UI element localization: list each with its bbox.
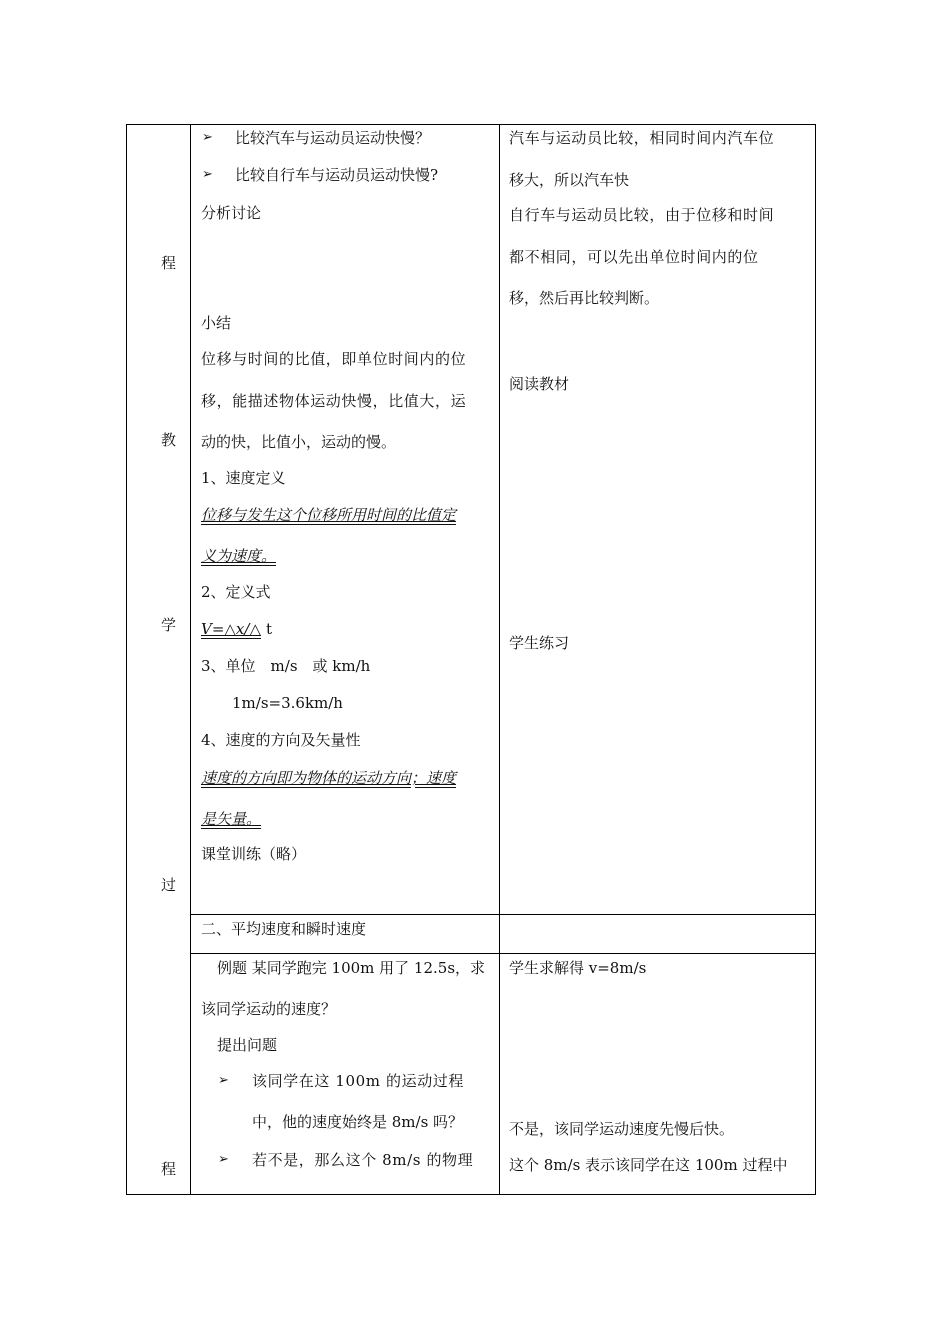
section-item: 3、单位 m/s 或 km/h — [201, 657, 371, 675]
bullet-arrow-icon: ➢ — [202, 167, 213, 182]
example-text: 该同学运动的速度？ — [201, 1000, 337, 1018]
practice-label: 课堂训练（略） — [201, 845, 307, 863]
left-label-char: 教 — [161, 431, 177, 449]
left-label-char: 程 — [161, 1160, 177, 1178]
section-item: 1、速度定义 — [201, 469, 286, 487]
section-item: 4、速度的方向及矢量性 — [201, 731, 361, 749]
table-right-border — [815, 124, 816, 1195]
student-activity: 学生练习 — [509, 634, 570, 652]
summary-text: 移，能描述物体运动快慢，比值大，运 — [201, 392, 467, 410]
student-activity: 学生求解得 v=8m/s — [509, 959, 647, 977]
bullet-arrow-icon: ➢ — [218, 1152, 229, 1167]
student-activity: 自行车与运动员比较，由于位移和时间 — [509, 206, 775, 224]
column-divider-1 — [190, 124, 191, 1195]
velocity-direction: 是矢量。 — [201, 810, 262, 828]
bullet-text: 比较汽车与运动员运动快慢？ — [235, 129, 431, 147]
row-divider-2 — [190, 953, 816, 954]
discussion-label: 分析讨论 — [201, 204, 262, 222]
bullet-arrow-icon: ➢ — [202, 130, 213, 145]
student-activity: 移，然后再比较判断。 — [509, 289, 660, 307]
unit-conversion: 1m/s=3.6km/h — [232, 694, 343, 712]
velocity-definition: 位移与发生这个位移所用时间的比值定 — [201, 506, 457, 524]
student-activity: 阅读教材 — [509, 375, 570, 393]
question-text: 中，他的速度始终是 8m/s 吗？ — [252, 1113, 464, 1131]
student-activity: 这个 8m/s 表示该同学在这 100m 过程中 — [509, 1156, 788, 1174]
section-item: 2、定义式 — [201, 583, 271, 601]
table-top-border — [126, 124, 816, 125]
student-activity: 都不相同，可以先出单位时间内的位 — [509, 248, 759, 266]
ask-label: 提出问题 — [217, 1036, 278, 1054]
velocity-formula-tail: t — [266, 620, 273, 638]
question-text: 该同学在这 100m 的运动过程 — [252, 1072, 464, 1090]
velocity-definition: 义为速度。 — [201, 547, 277, 565]
section-heading: 二、平均速度和瞬时速度 — [201, 920, 367, 938]
summary-text: 位移与时间的比值，即单位时间内的位 — [201, 350, 467, 368]
student-activity: 汽车与运动员比较，相同时间内汽车位 — [509, 129, 775, 147]
summary-text: 动的快，比值小，运动的慢。 — [201, 433, 397, 451]
column-divider-2 — [499, 124, 500, 1195]
table-bottom-border — [126, 1194, 816, 1195]
left-label-char: 程 — [161, 254, 177, 272]
question-text: 若不是，那么这个 8m/s 的物理 — [252, 1151, 474, 1169]
table-left-border — [126, 124, 127, 1195]
row-divider-1 — [190, 914, 816, 915]
example-text: 例题 某同学跑完 100m 用了 12.5s，求 — [217, 959, 486, 977]
left-label-char: 学 — [161, 616, 177, 634]
summary-title: 小结 — [201, 314, 232, 332]
bullet-text: 比较自行车与运动员运动快慢? — [235, 166, 439, 184]
student-activity: 不是，该同学运动速度先慢后快。 — [509, 1120, 735, 1138]
velocity-formula: V=△x/△ — [201, 620, 261, 638]
bullet-arrow-icon: ➢ — [218, 1073, 229, 1088]
student-activity: 移大，所以汽车快 — [509, 171, 630, 189]
velocity-direction: 速度的方向即为物体的运动方向；速度 — [201, 769, 457, 787]
left-label-char: 过 — [161, 876, 177, 894]
